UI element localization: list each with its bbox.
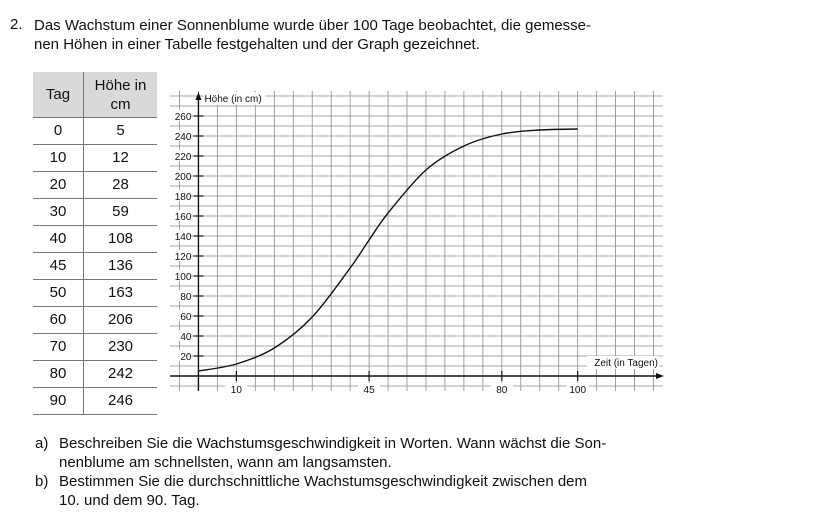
cell-day: 50 — [33, 280, 84, 307]
y-tick-label: 160 — [174, 212, 192, 223]
y-tick-label: 40 — [180, 332, 192, 343]
question-b — [35, 472, 795, 510]
x-tick-label: 80 — [496, 385, 508, 396]
cell-height: 28 — [84, 172, 158, 199]
cell-day: 90 — [33, 388, 84, 415]
cell-height: 246 — [84, 388, 158, 415]
task-text-line1: Das Wachstum einer Sonnenblume wurde über 100 Tage beobachtet, die gemesse- — [34, 17, 591, 34]
y-tick-label: 80 — [180, 292, 192, 303]
cell-height: 206 — [84, 307, 158, 334]
cell-height: 163 — [84, 280, 158, 307]
question-line: nenblume am schnellsten, wann am langsamsten. — [59, 454, 392, 471]
x-tick-label: 10 — [230, 385, 242, 396]
cell-day: 40 — [33, 226, 84, 253]
cell-day: 20 — [33, 172, 84, 199]
cell-height: 242 — [84, 361, 158, 388]
header-height-line2: cm — [110, 95, 131, 113]
question-line: 10. und dem 90. Tag. — [59, 492, 200, 509]
y-tick-label: 60 — [180, 312, 192, 323]
y-tick-label: 240 — [174, 132, 192, 143]
y-tick-label: 180 — [174, 192, 192, 203]
x-tick-label: 100 — [569, 385, 587, 396]
header-height-line1: Höhe in — [94, 76, 147, 94]
y-tick-label: 200 — [174, 172, 192, 183]
cell-day: 10 — [33, 145, 84, 172]
cell-day: 60 — [33, 307, 84, 334]
y-tick-label: 260 — [174, 112, 192, 123]
cell-day: 45 — [33, 253, 84, 280]
question-line: Bestimmen Sie die durchschnittliche Wachstumsgeschwindigkeit zwischen dem — [59, 473, 588, 490]
y-tick-label: 220 — [174, 152, 192, 163]
x-axis-label: Zeit (in Tagen) — [594, 358, 658, 369]
question-line: Beschreiben Sie die Wachstumsgeschwindigkeit in Worten. Wann wächst die Son- — [59, 435, 607, 452]
cell-day: 70 — [33, 334, 84, 361]
x-axis-arrow — [656, 373, 664, 379]
cell-height: 108 — [84, 226, 158, 253]
question-a — [35, 434, 795, 472]
cell-height: 59 — [84, 199, 158, 226]
questions — [35, 434, 795, 510]
x-tick-label: 45 — [363, 385, 375, 396]
question-label: a) — [35, 435, 49, 452]
cell-height: 230 — [84, 334, 158, 361]
y-tick-label: 120 — [174, 252, 192, 263]
cell-day: 30 — [33, 199, 84, 226]
cell-day: 0 — [33, 118, 84, 145]
cell-day: 80 — [33, 361, 84, 388]
cell-height: 136 — [84, 253, 158, 280]
y-tick-label: 100 — [174, 272, 192, 283]
task-number: 2. — [10, 16, 23, 33]
task-text-line2: nen Höhen in einer Tabelle festgehalten und der Graph gezeichnet. — [34, 36, 480, 53]
cell-height: 5 — [84, 118, 158, 145]
y-axis-label: Höhe (in cm) — [204, 94, 262, 105]
cell-height: 12 — [84, 145, 158, 172]
question-label: b) — [35, 473, 49, 490]
y-tick-label: 140 — [174, 232, 192, 243]
y-tick-label: 20 — [180, 352, 192, 363]
header-day: Tag — [33, 72, 84, 118]
